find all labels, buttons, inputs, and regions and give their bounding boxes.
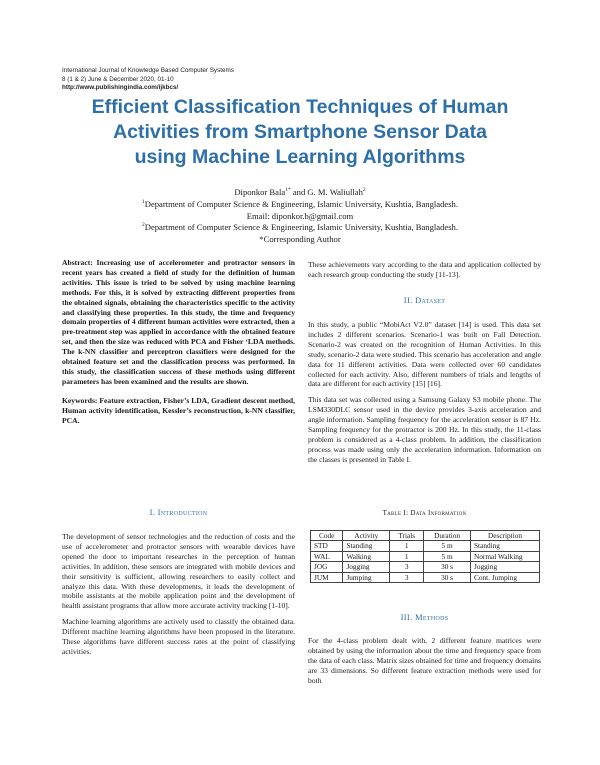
table-cell: 3 bbox=[390, 562, 424, 572]
dataset-paragraph: In this study, a public “MobiAct V2.0” dataset [14] is used. This data set includes 2 different scenarios. Scenario-1 was built on Fall Detection. Scenario-2 was created on the recognition of Human Activities. In this study, scenario-2 data were studied. This scenario has acceleration and angle data for 11 different activities. Data were collected over 60 candidates collected for each activity. Also, different numbers of trials and lengths of data are different for each activity [15] [16]. bbox=[308, 320, 541, 389]
dataset-paragraph: This data set was collected using a Samsung Galaxy S3 mobile phone. The LSM330DLC sensor used in the device provides 3-axis acceleration and angle information. Sampling frequency for the acceleration sensor is 87 Hz. Sampling frequency for the protractor is 200 Hz. In this study, the 11-class problem is considered as a 4-class problem. In addition, the classification process was made using only the acceleration information. Information on the classes is presented in Table I. bbox=[308, 395, 541, 464]
table-header-row bbox=[311, 531, 540, 541]
table-cell: 1 bbox=[390, 551, 424, 561]
title-line: Activities from Smartphone Sensor Data bbox=[113, 121, 487, 143]
table-cell: 5 m bbox=[424, 551, 471, 561]
title-line: Efficient Classification Techniques of Human bbox=[91, 96, 509, 118]
table-cell: Cont. Jumping bbox=[471, 572, 540, 582]
table-header-cell: Trials bbox=[390, 531, 424, 541]
table-header-cell: Description bbox=[471, 531, 540, 541]
affiliation-2: $^2$Department of Computer Science & Engineering, Islamic University, Kushtia, Bangladesh. bbox=[141, 222, 459, 233]
section-heading-methods: III. Methods bbox=[400, 612, 449, 622]
keywords: Keywords: Feature extraction, Fisher’s LDA, Gradient descent method, Human activity identification, Kessler’s reconstruction, k-NN classifier, PCA. bbox=[62, 395, 295, 425]
author-superscript: 2 bbox=[362, 187, 366, 194]
paper-title bbox=[40, 95, 560, 170]
journal-issue: 8 (1 & 2) June & December 2020, 01-10 bbox=[62, 75, 174, 83]
table-cell: 1 bbox=[390, 541, 424, 551]
table-title: Table I: Data Information bbox=[382, 509, 467, 517]
table-header-cell: Activity bbox=[343, 531, 390, 541]
table-cell: Jogging bbox=[343, 562, 390, 572]
table-cell: Normal Walking bbox=[471, 551, 540, 561]
intro-paragraph: Machine learning algorithms are actively used to classify the obtained data. Different machine learning algorithms have been proposed in the literature. These algorithms have different success rates at the point of classifying activities. bbox=[62, 617, 295, 656]
title-line: using Machine Learning Algorithms bbox=[134, 146, 466, 168]
intro-paragraph: The development of sensor technologies and the reduction of costs and the use of accelerometer and protractor sensors with wearable devices have opened the door to important researches in the perception of human activities. In addition, these sensors are integrated with mobile devices and their sensitivity is sufficient, allowing researchers to easily collect and analyze this data. With these developments, it leads the development of mobile assistants at the mobile application point and the development of health assistant programs that allow more accurate activity tracking [1-10]. bbox=[62, 532, 295, 611]
section-heading-dataset: II. Dataset bbox=[403, 295, 446, 305]
table-cell: Jogging bbox=[471, 562, 540, 572]
author-block bbox=[60, 187, 540, 246]
table-row bbox=[311, 541, 540, 551]
journal-name: International Journal of Knowledge Based Computer Systems bbox=[62, 67, 234, 74]
methods-body bbox=[308, 636, 541, 686]
table-cell: WAL bbox=[311, 551, 343, 561]
journal-header bbox=[62, 67, 234, 93]
table-cell: JUM bbox=[311, 572, 343, 582]
journal-url[interactable]: http://www.publishingindia.com/ijkbcs/ bbox=[62, 84, 179, 92]
section-methods-heading-wrap bbox=[308, 613, 541, 623]
section-dataset-heading-wrap bbox=[308, 296, 541, 306]
right-column-top bbox=[308, 260, 541, 280]
table-cell: Jumping bbox=[343, 572, 390, 582]
table-cell: 30 s bbox=[424, 572, 471, 582]
author-name: G. M. Waliullah bbox=[307, 187, 363, 197]
table-row bbox=[311, 551, 540, 561]
abstract: Abstract: Increasing use of accelerometer and protractor sensors in recent years has created a field of study for the definition of human activities. This issue is tried to be solved by using machine learning methods. For this, it is solved by extracting different properties from the obtained signals, obtaining the characteristics specific to the activity and classifying these properties. In this study, the time and frequency domain properties of 4 different human activities were extracted, then a pre-treatment step was applied in accordance with the obtained feature set, and then the size was reduced with PCA and Fisher ‘LDA methods. The k-NN classifier and perceptron classifiers were designed for the obtained feature set and the classification process was performed. In this study, the classification success of these methods using different parameters has been examined and the results are shown. bbox=[62, 258, 295, 386]
corresponding-author: *Corresponding Author bbox=[259, 234, 341, 245]
table-caption-wrap bbox=[308, 509, 541, 519]
table-cell: 3 bbox=[390, 572, 424, 582]
table-row bbox=[311, 572, 540, 582]
table-header-cell: Duration bbox=[424, 531, 471, 541]
body-paragraph: These achievements vary according to the data and application collected by each research group conducting the study [11-13]. bbox=[308, 260, 541, 279]
section-introduction-heading-wrap bbox=[62, 508, 295, 518]
author-name: Diponkor Bala bbox=[234, 187, 286, 197]
dataset-body bbox=[308, 320, 541, 465]
table-cell: Standing bbox=[343, 541, 390, 551]
author-email[interactable]: Email: diponkor.b@gmail.com bbox=[246, 210, 354, 221]
affiliation-1: $^1$Department of Computer Science & Engineering, Islamic University, Kushtia, Bangladesh. bbox=[141, 198, 459, 209]
table-cell: 5 m bbox=[424, 541, 471, 551]
section-heading-introduction: I. Introduction bbox=[149, 507, 208, 517]
table-cell: 30 s bbox=[424, 562, 471, 572]
table-cell: STD bbox=[311, 541, 343, 551]
table-cell: Walking bbox=[343, 551, 390, 561]
author-line bbox=[60, 187, 540, 199]
introduction-body bbox=[62, 532, 295, 657]
table-cell: JOG bbox=[311, 562, 343, 572]
table-header-cell: Code bbox=[311, 531, 343, 541]
author-conjunction: and bbox=[290, 187, 308, 197]
table-row bbox=[311, 562, 540, 572]
data-information-table bbox=[310, 530, 540, 583]
table-cell: Standing bbox=[471, 541, 540, 551]
author-superscript: 1* bbox=[285, 187, 291, 194]
methods-paragraph: For the 4-class problem dealt with, 2 different feature matrices were obtained by using the information about the time and frequency space from the data of each class. Matrix sizes obtained for time and frequency domains are 33 dimensions. So different feature extraction methods were used for both bbox=[308, 636, 541, 685]
left-column bbox=[62, 258, 295, 426]
